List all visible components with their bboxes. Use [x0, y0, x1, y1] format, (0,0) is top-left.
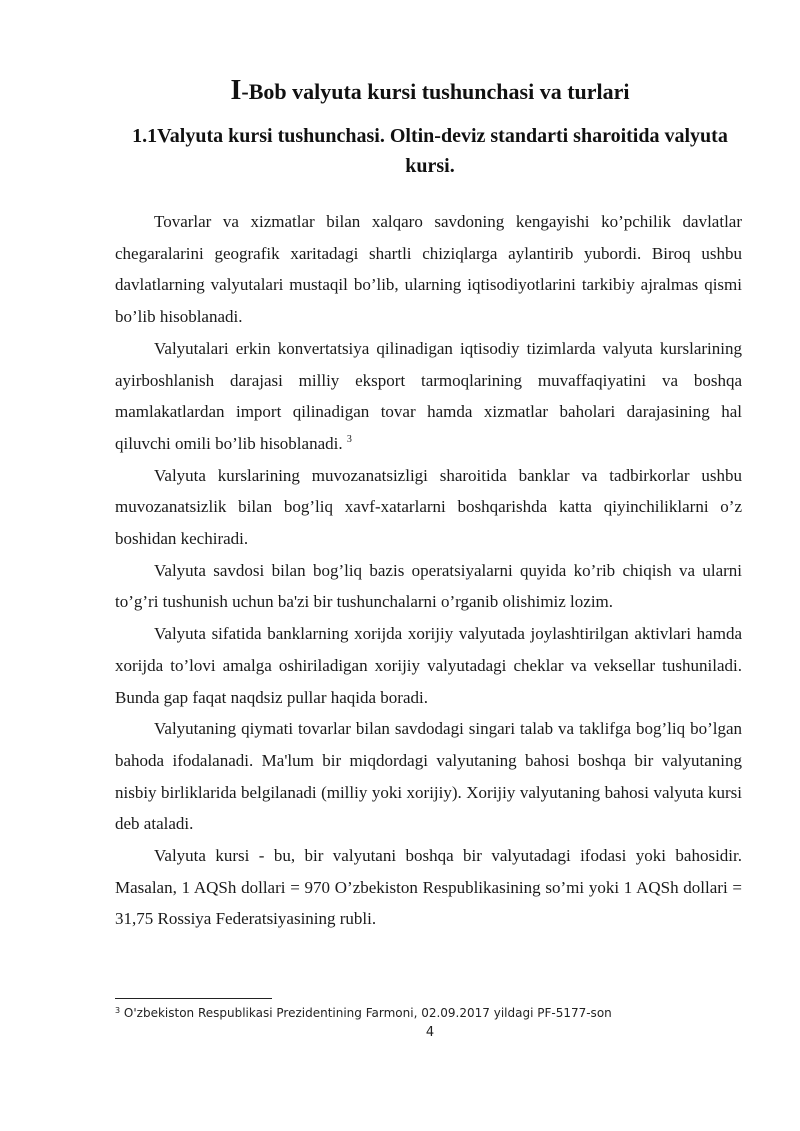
section-title: 1.1Valyuta kursi tushunchasi. Oltin-deviz standarti sharoitida valyuta kursi. — [132, 125, 728, 177]
footnote-divider — [115, 998, 272, 999]
footnote-reference[interactable]: 3 — [346, 433, 352, 445]
chapter-title-text: -Bob valyuta kursi tushunchasi va turlari — [241, 79, 630, 104]
footnote-text: O'zbekiston Respublikasi Prezidentining Farmoni, 02.09.2017 yildagi PF-5177-son — [120, 1006, 612, 1020]
page-number: 4 — [425, 1025, 435, 1040]
chapter-roman-numeral: I — [230, 75, 242, 106]
paragraph: Valyutalari erkin konvertatsiya qilinadigan iqtisodiy tizimlarda valyuta kurslarining ayirboshlanish darajasi milliy eksport tarmoqlarining muvaffaqiyatini va boshqa mamlakatlardan import qilinadigan tovar hamda xizmatlar baholari darajasining hal qiluvchi omili bo’lib hisoblanadi. $^3$ — [115, 338, 742, 453]
paragraph: Tovarlar va xizmatlar bilan xalqaro savdoning kengayishi ko’pchilik davlatlar chegaralarini geografik xaritadagi shartli chiziqlarga aylantirib yubordi. Biroq ushbu davlatlarning valyutalari mustaqil bo’lib, ularning iqtisodiyotlarini tarkibiy ajralmas qismi bo’lib hisoblanadi. — [115, 212, 742, 327]
chapter-title — [115, 76, 745, 107]
paragraph: Valyutaning qiymati tovarlar bilan savdodagi singari talab va taklifga bog’liq bo’lgan bahoda ifodalanadi. Ma'lum bir miqdordagi valyutaning bahosi boshqa bir valyutaning nisbiy birliklarida belgilanadi (milliy yoki xorijiy). Xorijiy valyutaning bahosi valyuta kursi deb ataladi. — [115, 719, 742, 834]
paragraph: Valyuta sifatida banklarning xorijda xorijiy valyutada joylashtirilgan aktivlari hamda xorijda to’lovi amalga oshiriladigan xorijiy valyutadagi cheklar va veksellar tushuniladi. Bunda gap faqat naqdsiz pullar haqida boradi. — [115, 624, 742, 707]
body-text — [115, 206, 742, 935]
footnote-mark: 3 — [115, 1006, 121, 1015]
paragraph: Valyuta kursi - bu, bir valyutani boshqa bir valyutadagi ifodasi yoki bahosidir. Masalan, 1 AQSh dollari = 970 O’zbekiston Respublikasining so’mi yoki 1 AQSh dollari = 31,75 Rossiya Federatsiyasining rubli. — [115, 846, 742, 929]
footnote — [115, 1005, 755, 1021]
paragraph: Valyuta savdosi bilan bog’liq bazis operatsiyalarni quyida ko’rib chiqish va ularni to’g’ri tushunish uchun ba'zi bir tushunchalarni o’rganib olishimiz lozim. — [115, 560, 742, 612]
paragraph: Valyuta kurslarining muvozanatsizligi sharoitida banklar va tadbirkorlar ushbu muvozanatsizlik bilan bog’liq xavf-xatarlarni boshqarishda katta qiyinchiliklarni o’z boshidan kechiradi. — [115, 465, 742, 549]
